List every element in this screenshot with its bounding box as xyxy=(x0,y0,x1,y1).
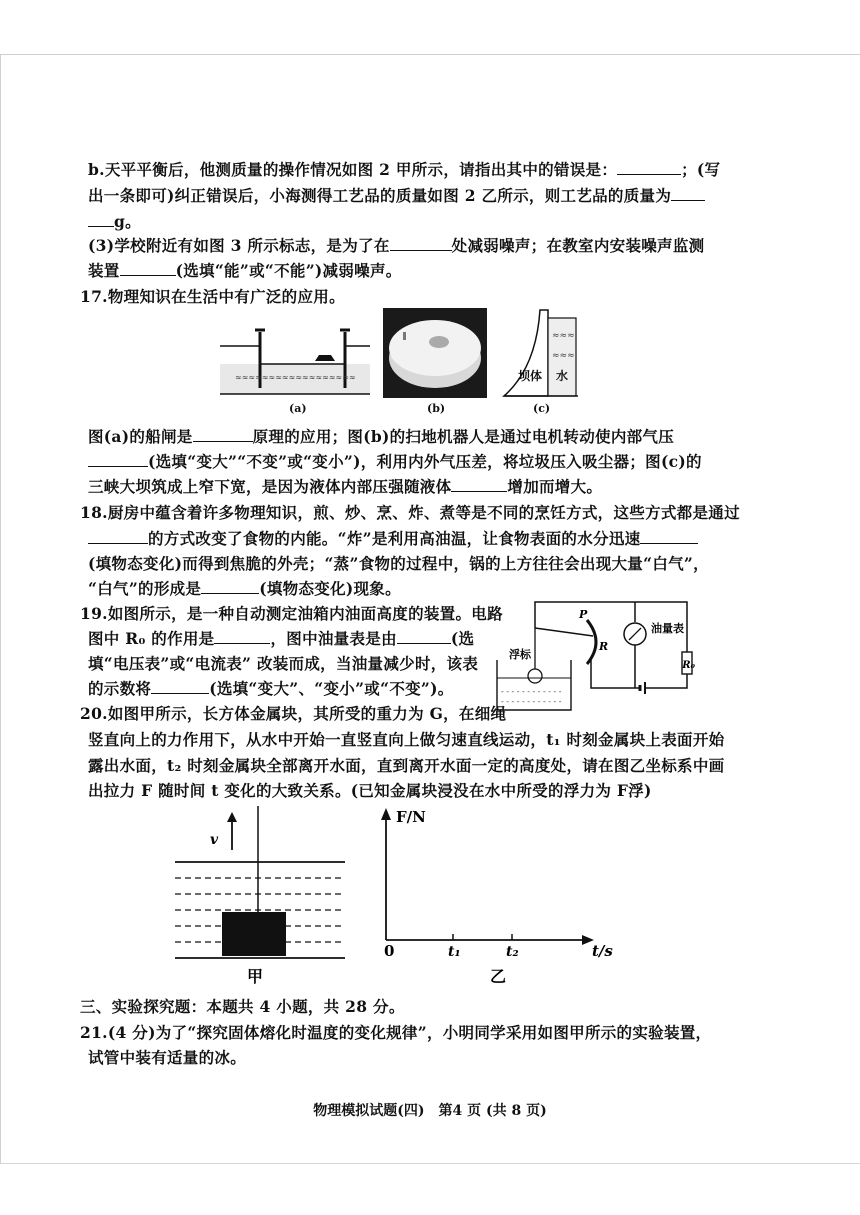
origin-label: 0 xyxy=(384,942,395,960)
dam-label: 坝体 xyxy=(518,369,543,383)
page-footer: 物理模拟试题(四) 第4 页 (共 8 页) xyxy=(313,1103,547,1119)
robot-sensor xyxy=(429,336,449,348)
q20-line-2: 竖直向上的力作用下，从水中开始一直竖直向上做匀速直线运动，t₁ 时刻金属块上表面开始 xyxy=(88,730,725,749)
answer-blank[interactable] xyxy=(88,450,148,467)
q17-text: 图(a)的船闸是 xyxy=(88,427,193,446)
answer-blank[interactable] xyxy=(617,158,681,175)
circuit-wire xyxy=(535,602,687,688)
rheostat-arc xyxy=(587,620,596,664)
q16-text: g。 xyxy=(114,212,141,231)
circuit-wire xyxy=(591,658,640,688)
q17-text: 三峡大坝筑成上窄下宽，是因为液体内部压强随液体 xyxy=(88,477,452,496)
fig-b-caption: (b) xyxy=(427,402,446,415)
velocity-label: v xyxy=(210,832,219,848)
x-axis-label: t/s xyxy=(592,942,613,960)
q17-text: 增加而增大。 xyxy=(507,477,603,496)
q16-text: 出一条即可)纠正错误后，小海测得工艺品的质量如图 2 乙所示，则工艺品的质量为 xyxy=(88,186,672,205)
q16-line-2 xyxy=(88,184,705,206)
y-axis-label: F/N xyxy=(396,808,426,826)
q16-text: (选填“能”或“不能”)减弱噪声。 xyxy=(175,261,402,280)
page-left-edge xyxy=(0,54,1,1164)
robot-button xyxy=(403,332,406,340)
q18-line-1: 18.厨房中蕴含着许多物理知识，煎、炒、烹、炸、煮等是不同的烹饪方式，这些方式都是通过 xyxy=(80,503,740,522)
water-texture: ≈≈≈ xyxy=(552,331,575,341)
r0-label: R₀ xyxy=(682,660,695,671)
q19-text: (选 xyxy=(450,629,475,648)
q19-line-4 xyxy=(88,677,454,699)
fig-c-caption: (c) xyxy=(533,402,551,415)
q20-line-4: 出拉力 F 随时间 t 变化的大致关系。(已知金属块浸没在水中所受的浮力为 F浮) xyxy=(88,781,652,800)
q17-line-2 xyxy=(88,450,702,472)
q18-text: 的方式改变了食物的内能。“炸”是利用高油温，让食物表面的水分迅速 xyxy=(148,529,641,548)
answer-blank[interactable] xyxy=(151,677,209,694)
water-texture: ≈≈≈ xyxy=(552,351,575,361)
q16-text: b.天平平衡后，他测质量的操作情况如图 2 甲所示，请指出其中的错误是： xyxy=(88,160,618,179)
q21-line-1: 21.(4 分)为了“探究固体熔化时温度的变化规律”，小明同学采用如图甲所示的实验装置， xyxy=(80,1023,712,1042)
float-label: 浮标 xyxy=(509,648,531,661)
q19-text: 图中 R₀ 的作用是 xyxy=(88,629,215,648)
q18-line-3: (填物态变化)而得到焦脆的外壳；“蒸”食物的过程中，锅的上方往往会出现大量“白气”， xyxy=(88,554,709,573)
page-top-margin xyxy=(0,0,860,55)
q16-text: (3)学校附近有如图 3 所示标志，是为了在 xyxy=(88,236,390,255)
water-hatch: ≈≈≈≈≈≈≈≈≈≈≈≈≈≈≈≈≈≈ xyxy=(235,373,356,382)
slider-lever xyxy=(535,628,593,636)
answer-blank[interactable] xyxy=(214,627,270,644)
page-bottom-edge xyxy=(0,1163,860,1164)
section-3-heading: 三、实验探究题：本题共 4 小题，共 28 分。 xyxy=(80,997,405,1016)
metal-block xyxy=(222,912,286,956)
robot-top xyxy=(389,320,481,376)
answer-blank[interactable] xyxy=(397,627,451,644)
q19-line-3: 填“电压表”或“电流表” 改装而成，当油量减少时，该表 xyxy=(88,654,479,673)
q16-line-3 xyxy=(88,210,141,232)
q16-text: 处减弱噪声；在教室内安装噪声监测 xyxy=(451,236,705,255)
q16-line-1 xyxy=(88,158,720,180)
p-label: P xyxy=(579,608,588,621)
q17-text: (选填“变大”“不变”或“变小”)，利用内外气压差，将垃圾压入吸尘器；图(c)的 xyxy=(148,452,702,471)
q19-text: (选填“变大”、“变小”或“不变”)。 xyxy=(209,679,454,698)
q19-line-2 xyxy=(88,627,474,649)
y-axis-arrow xyxy=(381,808,391,820)
q19-text: 的示数将 xyxy=(88,679,152,698)
t1-label: t₁ xyxy=(448,944,461,960)
water-label: 水 xyxy=(556,369,569,383)
q18-line-4 xyxy=(88,577,401,599)
answer-blank[interactable] xyxy=(193,425,253,442)
q21-line-2: 试管中装有适量的冰。 xyxy=(88,1048,247,1067)
q20-line-3: 露出水面，t₂ 时刻金属块全部离开水面，直到离开水面一定的高度处，请在图乙坐标系中画 xyxy=(88,756,725,775)
answer-blank[interactable] xyxy=(640,527,698,544)
f-t-coordinate-system xyxy=(378,806,628,986)
oil-texture: - - - - - - - - - - - - xyxy=(501,697,562,706)
q16-line-4 xyxy=(88,234,704,256)
metal-block-in-water-figure xyxy=(170,806,355,986)
dam-body xyxy=(504,310,548,396)
oil-texture: - - - - - - - - - - - - xyxy=(501,687,562,696)
answer-blank[interactable] xyxy=(671,184,705,201)
q16-text: ；(写 xyxy=(681,160,721,179)
answer-blank[interactable] xyxy=(390,234,452,251)
ship-lock-figure xyxy=(215,312,375,398)
oil-meter-label: 油量表 xyxy=(651,622,684,635)
t2-label: t₂ xyxy=(506,944,519,960)
q17-text: 原理的应用；图(b)的扫地机器人是通过电机转动使内部气压 xyxy=(252,427,675,446)
q20-line-1: 20.如图甲所示，长方体金属块，其所受的重力为 G，在细绳 xyxy=(80,704,507,723)
float-ball xyxy=(528,669,542,683)
q18-text: “白气”的形成是 xyxy=(88,579,202,598)
robot-vacuum-photo xyxy=(383,308,487,398)
dam-figure xyxy=(500,308,580,400)
fig-a-caption: (a) xyxy=(289,402,307,415)
q17-line-1 xyxy=(88,425,674,447)
q18-text: (填物态变化)现象。 xyxy=(259,579,401,598)
q17-line-3 xyxy=(88,475,602,497)
q18-line-2 xyxy=(88,527,698,549)
oil-gauge-circuit xyxy=(495,598,695,714)
velocity-arrowhead xyxy=(227,812,237,822)
answer-blank[interactable] xyxy=(451,475,507,492)
answer-blank[interactable] xyxy=(88,210,114,227)
answer-blank[interactable] xyxy=(120,259,176,276)
q16-line-5 xyxy=(88,259,402,281)
figure-yi-label: 乙 xyxy=(490,967,507,986)
r-label: R xyxy=(599,640,609,653)
q19-line-1: 19.如图所示，是一种自动测定油箱内油面高度的装置。电路 xyxy=(80,604,503,623)
q16-text: 装置 xyxy=(88,261,120,280)
boat xyxy=(315,355,335,361)
answer-blank[interactable] xyxy=(88,527,148,544)
q17-stem: 17.物理知识在生活中有广泛的应用。 xyxy=(80,287,345,306)
answer-blank[interactable] xyxy=(201,577,259,594)
q19-text: ，图中油量表是由 xyxy=(270,629,397,648)
figure-jia-label: 甲 xyxy=(247,967,264,986)
